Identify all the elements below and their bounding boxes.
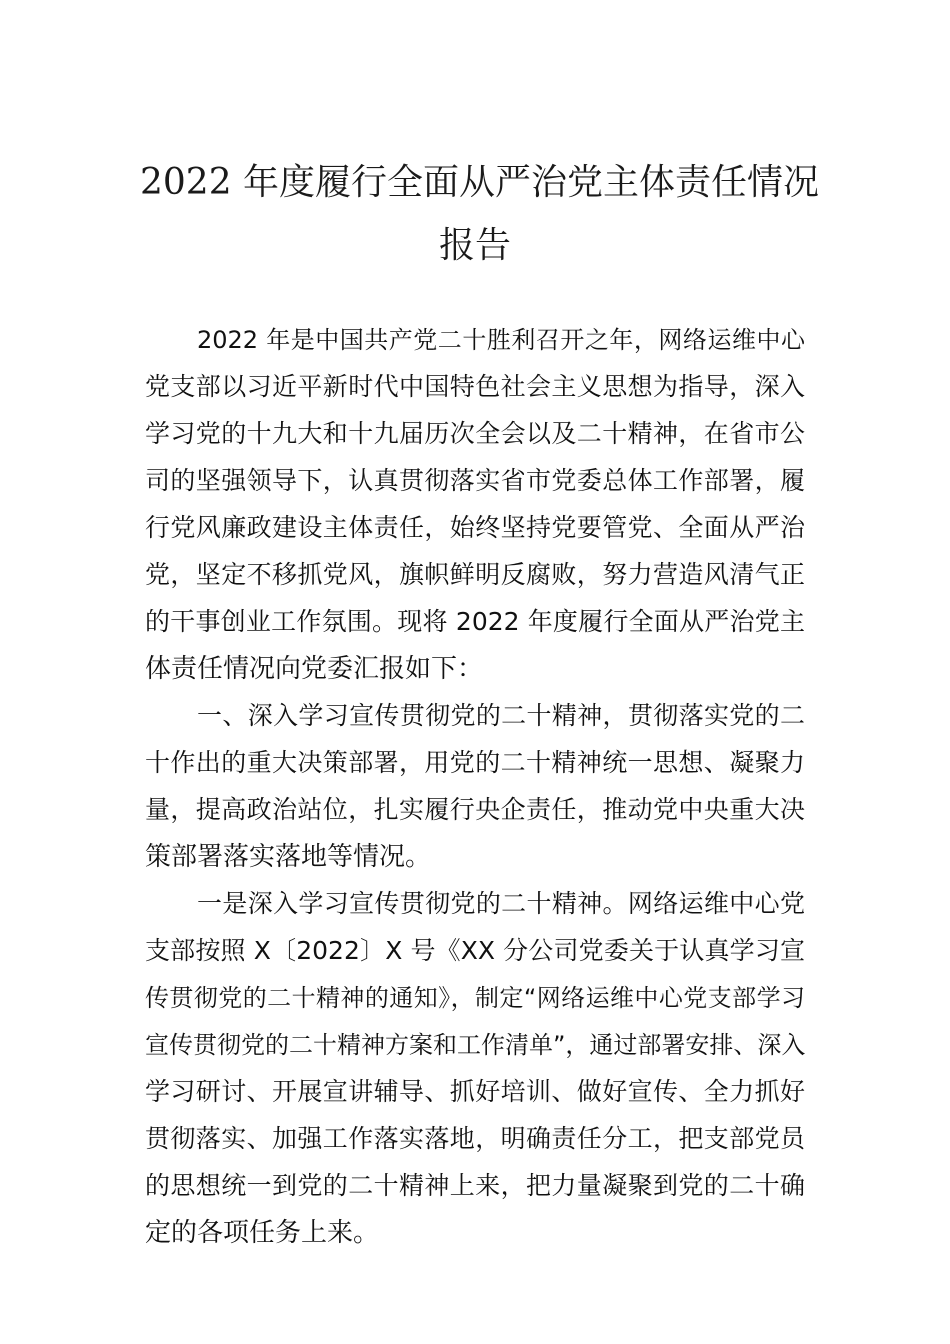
paragraph-line: 的干事创业工作氛围。现将 2022 年度履行全面从严治党主 bbox=[145, 607, 805, 636]
paragraph-line: 学习党的十九大和十九届历次全会以及二十精神，在省市公 bbox=[145, 419, 805, 448]
section-heading-line: 策部署落实落地等情况。 bbox=[145, 842, 432, 872]
paragraph-line: 司的坚强领导下，认真贯彻落实省市党委总体工作部署，履 bbox=[145, 466, 805, 495]
paragraph-line: 支部按照 X〔2022〕X 号《XX 分公司党委关于认真学习宣 bbox=[145, 936, 805, 965]
section-heading-line: 量，提高政治站位，扎实履行央企责任，推动党中央重大决 bbox=[145, 795, 805, 824]
paragraph-line: 体责任情况向党委汇报如下： bbox=[145, 654, 484, 684]
paragraph-line: 定的各项任务上来。 bbox=[145, 1218, 380, 1248]
paragraph-line: 宣传贯彻党的二十精神方案和工作清单”，通过部署安排、深入 bbox=[145, 1031, 806, 1059]
paragraph-line: 学习研讨、开展宣讲辅导、抓好培训、做好宣传、全力抓好 bbox=[145, 1077, 805, 1106]
section-heading-line: 一、深入学习宣传贯彻党的二十精神，贯彻落实党的二 bbox=[197, 701, 805, 730]
paragraph-line: 传贯彻党的二十精神的通知》，制定“网络运维中心党支部学习 bbox=[145, 984, 805, 1012]
section-heading-line: 十作出的重大决策部署，用党的二十精神统一思想、凝聚力 bbox=[145, 748, 805, 777]
paragraph-line: 贯彻落实、加强工作落实落地，明确责任分工，把支部党员 bbox=[145, 1124, 805, 1153]
paragraph-line: 的思想统一到党的二十精神上来，把力量凝聚到党的二十确 bbox=[145, 1171, 805, 1200]
paragraph-line: 党，坚定不移抓党风，旗帜鲜明反腐败，努力营造风清气正 bbox=[145, 560, 805, 589]
paragraph-line: 行党风廉政建设主体责任，始终坚持党要管党、全面从严治 bbox=[145, 513, 805, 542]
paragraph-line: 一是深入学习宣传贯彻党的二十精神。网络运维中心党 bbox=[197, 889, 805, 918]
paragraph-line: 党支部以习近平新时代中国特色社会主义思想为指导，深入 bbox=[145, 372, 805, 401]
paragraph-line: 2022 年是中国共产党二十胜利召开之年，网络运维中心 bbox=[197, 326, 805, 354]
document-title-line-1: 2022 年度履行全面从严治党主体责任情况 bbox=[140, 162, 820, 203]
document-title-line-2: 报告 bbox=[438, 225, 511, 266]
